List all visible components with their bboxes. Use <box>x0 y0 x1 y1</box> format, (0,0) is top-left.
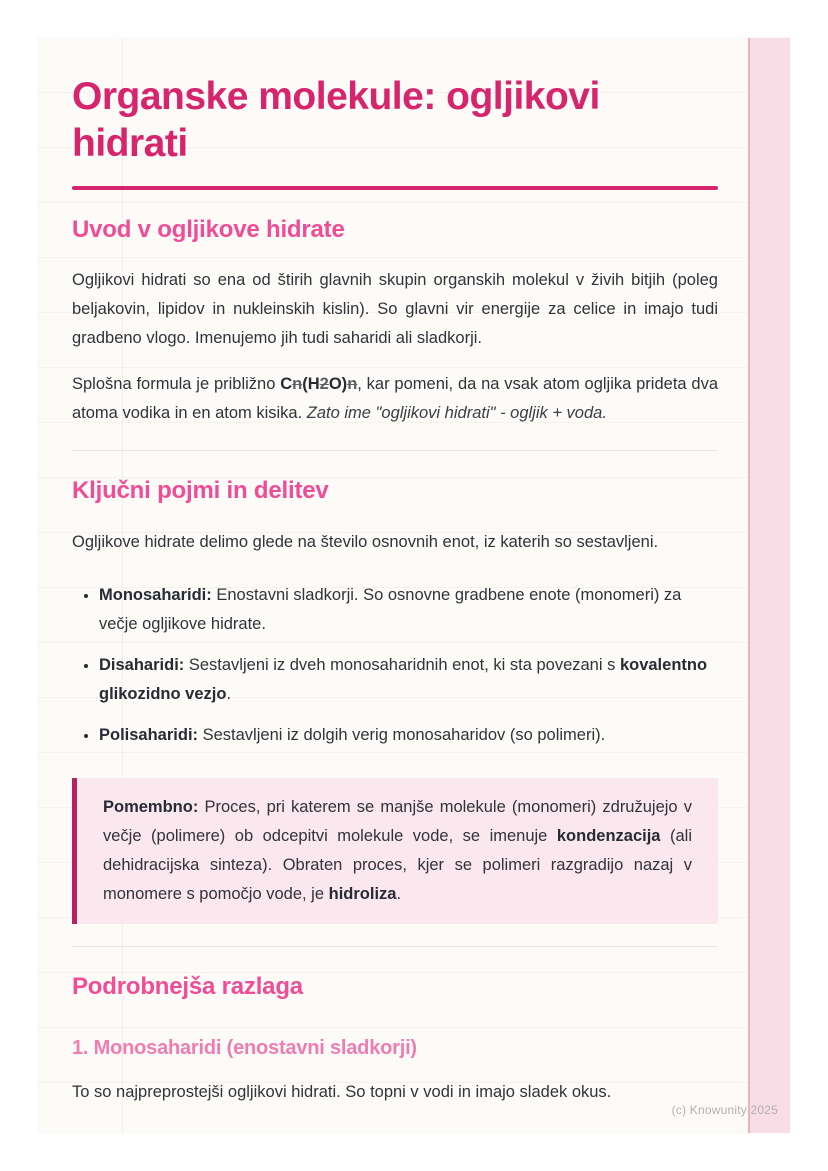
formula-follow-text: , kar pomeni, da na vsak atom ogljika prideta dva atoma vodika in en atom kisika. <box>72 375 718 423</box>
callout-text-2: (ali dehidracijska sinteza). Obraten proces, kjer se polimeri razgradijo nazaj v monomere s pomočjo vode, je <box>103 827 692 904</box>
document-content <box>38 38 790 1107</box>
section-heading-uvod: Uvod v ogljikove hidrate <box>72 215 345 243</box>
title-underline-rule <box>72 186 718 190</box>
section-heading-kljucni: Ključni pojmi in delitev <box>72 477 329 505</box>
section-divider-2 <box>72 946 718 947</box>
list-item-disaharidi-period: . <box>226 685 232 704</box>
list-item-polisaharidi-term: Polisaharidi: <box>99 726 199 745</box>
formula-c: C <box>280 375 293 394</box>
section-divider-1 <box>72 450 718 451</box>
kljucni-paragraph <box>72 528 718 557</box>
callout-text-1: Proces, pri katerem se manjše molekule (monomeri) združujejo v večje (polimere) ob odcepitvi molekule vode, se imenuje <box>103 798 692 846</box>
formula-o-close: O) <box>328 375 348 394</box>
saccharide-list <box>72 581 718 750</box>
formula-lead-text: Splošna formula je približno <box>72 375 281 394</box>
callout-term-kondenzacija: kondenzacija <box>556 827 661 846</box>
intro-paragraph-1 <box>72 266 718 353</box>
list-item-monosaharidi <box>99 581 718 639</box>
section-heading-podrobnejsa: Podrobnejša razlaga <box>72 973 303 1001</box>
formula-subscript-2: 2 <box>319 375 329 394</box>
intro-paragraph-2 <box>72 370 718 428</box>
list-item-disaharidi-bold-phrase: kovalentno glikozidno vezjo <box>99 656 708 704</box>
page-title: Organske molekule: ogljikovi hidrati <box>72 75 600 165</box>
callout-paragraph <box>103 793 692 909</box>
formula-h-open: (H <box>302 375 320 394</box>
formula-subscript-n2: n <box>347 375 358 394</box>
list-item-monosaharidi-text: Enostavni sladkorji. So osnovne gradbene enote (monomeri) za večje ogljikove hidrate. <box>99 586 682 634</box>
callout-text-3: . <box>396 885 402 904</box>
intro-paragraph-1-text: Ogljikovi hidrati so ena od štirih glavnih skupin organskih molekul v živih bitjih (poleg beljakovin, lipidov in nukleinskih kislin). So glavni vir energije za celice in imajo tudi gradbeno vlogo. Imenujemo jih tudi saharidi ali sladkorji. <box>72 271 718 348</box>
kljucni-paragraph-text: Ogljikove hidrate delimo glede na število osnovnih enot, iz katerih so sestavljeni. <box>72 533 659 552</box>
copyright-watermark: (c) Knowunity 2025 <box>671 1103 778 1117</box>
intro-italic-note: Zato ime "ogljikovi hidrati" - ogljik + voda. <box>306 404 607 423</box>
monosaharidi-paragraph-text: To so najpreprostejši ogljikovi hidrati. So topni v vodi in imajo sladek okus. <box>72 1082 612 1101</box>
subsection-heading-monosaharidi: 1. Monosaharidi (enostavni sladkorji) <box>72 1036 417 1059</box>
formula-subscript-n1: n <box>292 375 303 394</box>
monosaharidi-paragraph <box>72 1078 718 1107</box>
list-item-polisaharidi <box>99 721 718 750</box>
list-item-polisaharidi-text: Sestavljeni iz dolgih verig monosaharidov (so polimeri). <box>198 726 606 745</box>
callout-label: Pomembno: <box>103 798 199 817</box>
list-item-disaharidi-term: Disaharidi: <box>99 656 185 675</box>
list-item-disaharidi-text: Sestavljeni iz dveh monosaharidnih enot, ki sta povezani s <box>184 656 620 675</box>
list-item-monosaharidi-term: Monosaharidi: <box>99 586 212 605</box>
document-card <box>38 38 790 1133</box>
list-item-disaharidi <box>99 651 718 709</box>
callout-term-hidroliza: hidroliza <box>328 885 397 904</box>
important-callout <box>72 778 718 924</box>
